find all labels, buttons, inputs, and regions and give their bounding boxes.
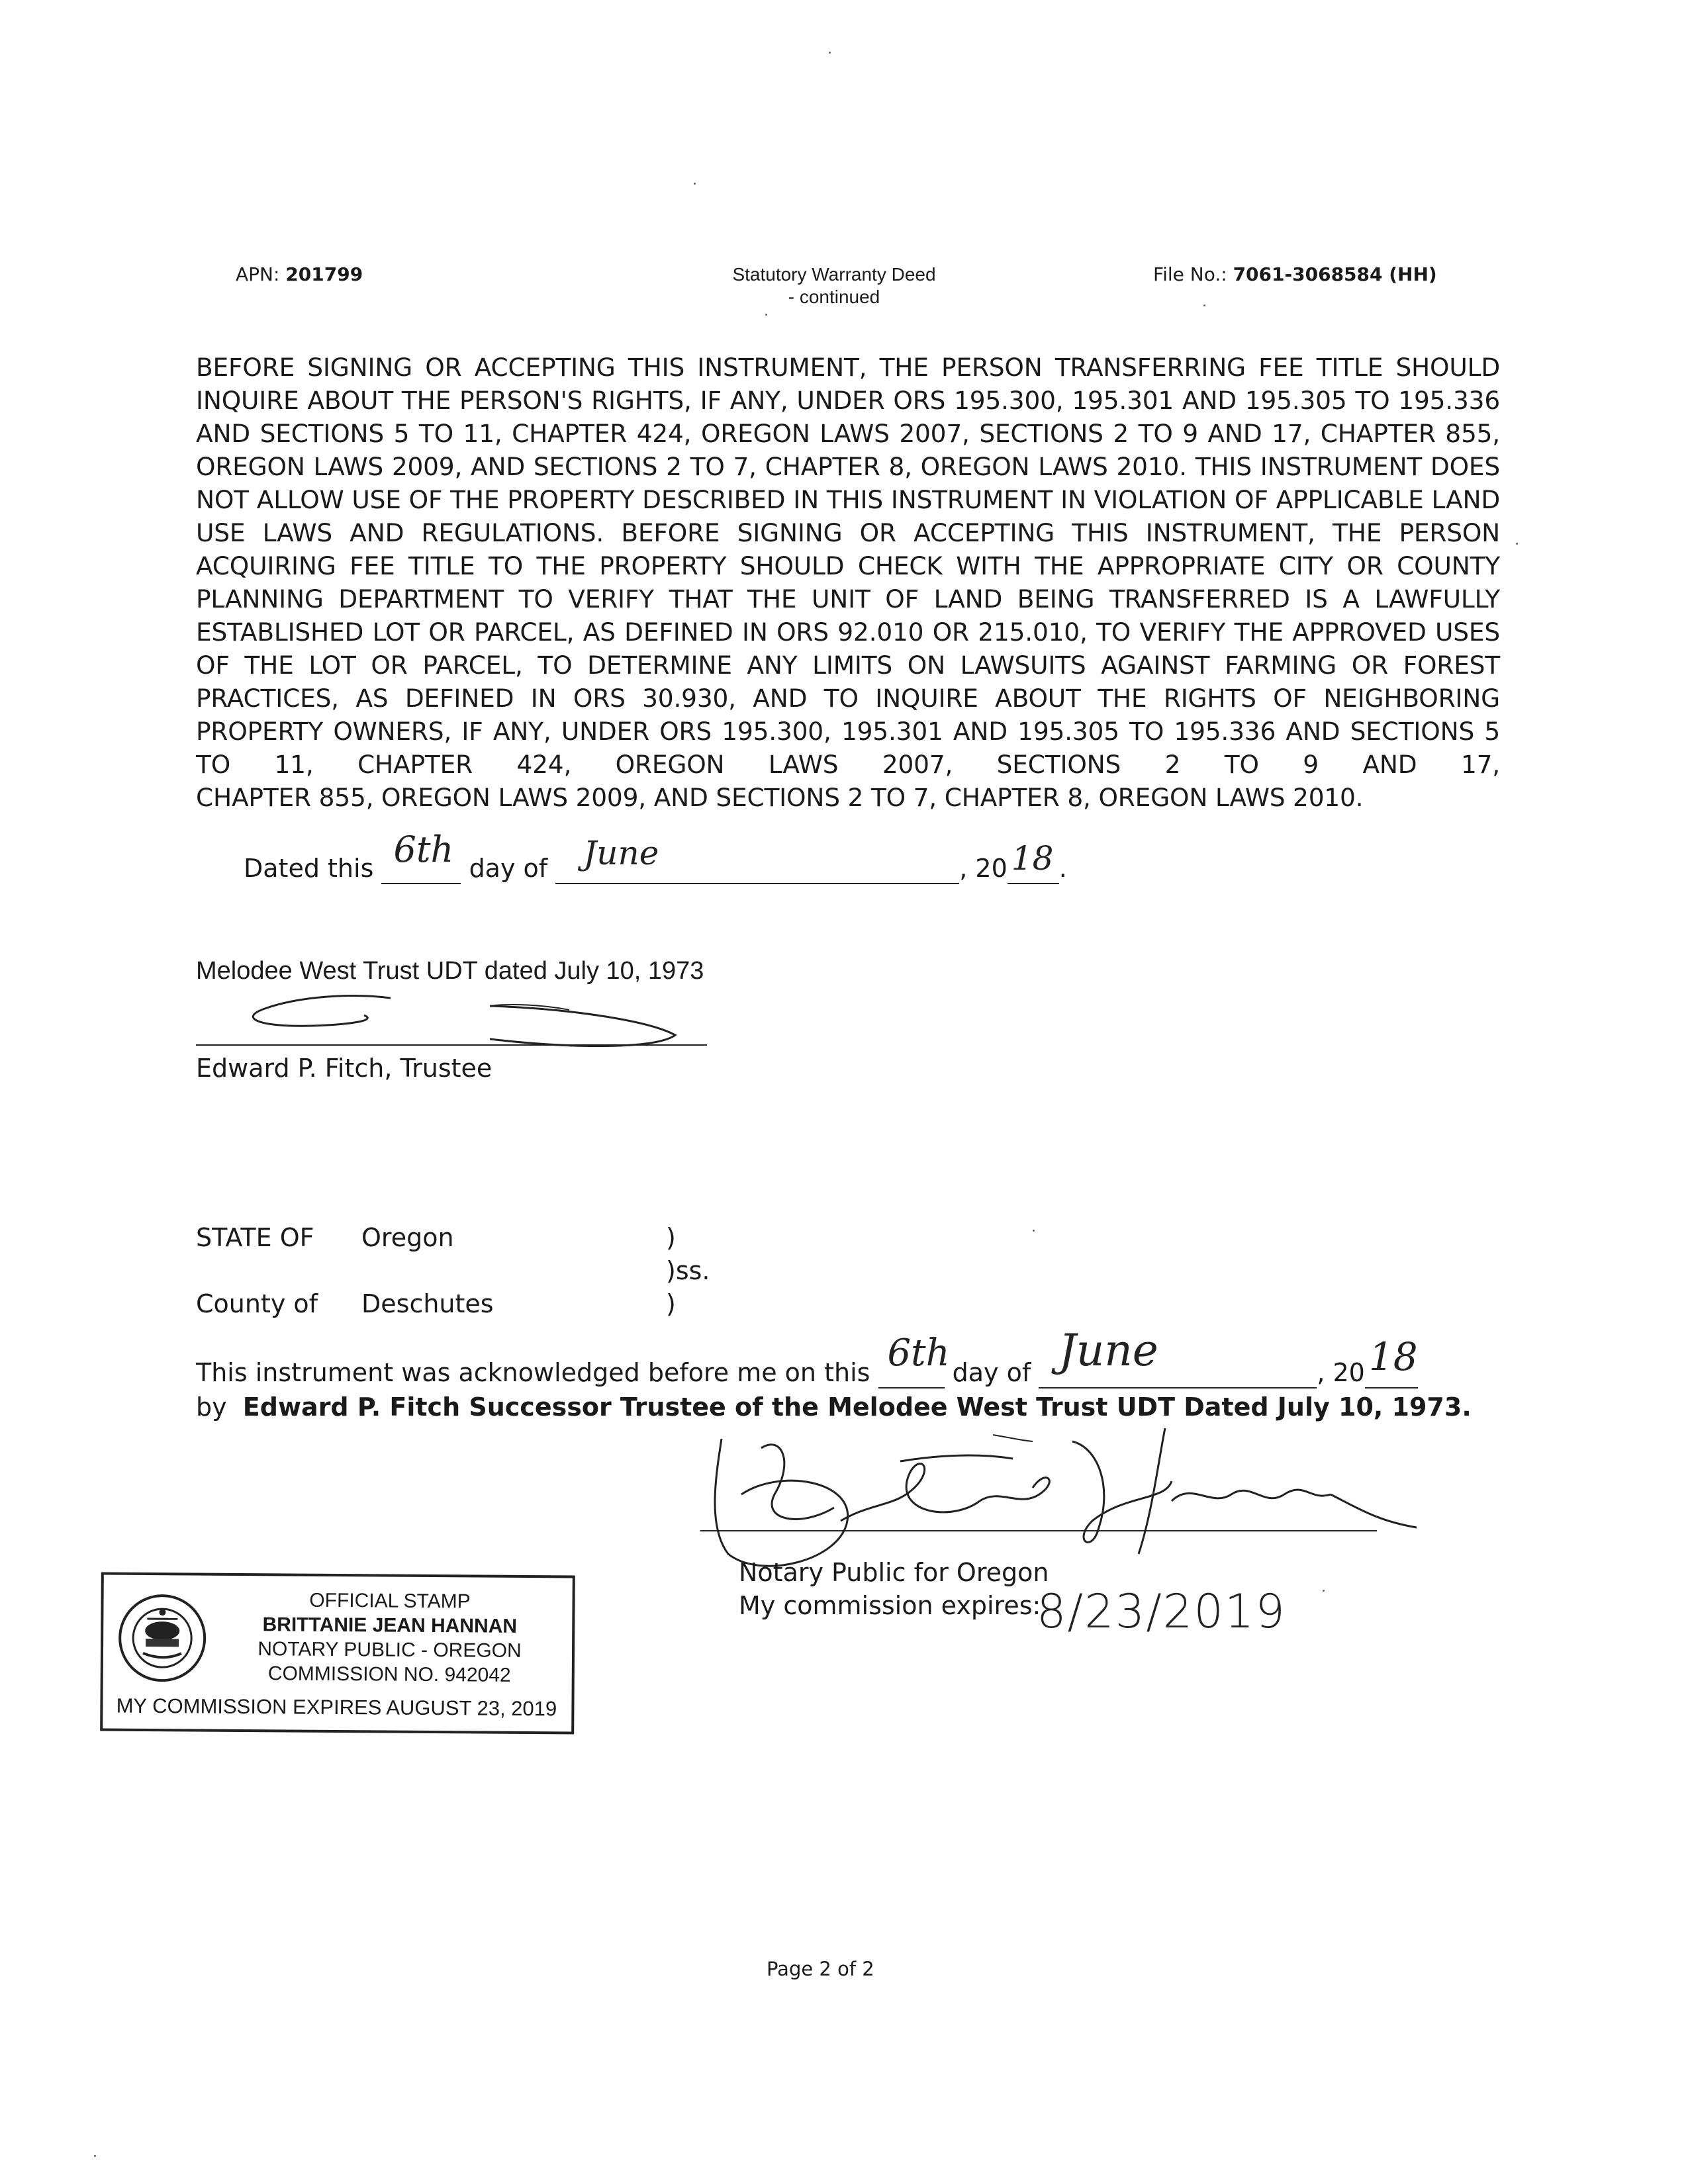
acknowledged-by — [196, 1392, 1472, 1422]
venue-bracket-2: ) — [666, 1289, 676, 1318]
dated-month-blank — [555, 834, 959, 884]
ack-month-handwritten: June — [1058, 1325, 1158, 1376]
stamp-text — [212, 1588, 567, 1688]
ack-month-blank — [1039, 1325, 1317, 1388]
stamp-line-1: OFFICIAL STAMP — [309, 1589, 471, 1613]
apn-value: 201799 — [285, 263, 363, 285]
notary-expires-handwritten: 8/23/2019 — [1037, 1584, 1286, 1639]
dated-day-handwritten: 6th — [393, 829, 454, 870]
scan-speck — [765, 314, 767, 316]
file-label: File No.: — [1153, 263, 1227, 285]
oregon-seal-icon — [117, 1592, 209, 1684]
dated-day-blank — [381, 829, 461, 884]
ack-day-handwritten: 6th — [887, 1332, 950, 1375]
file-value: 7061-3068584 (HH) — [1233, 263, 1437, 285]
deed-title: Statutory Warranty Deed — [732, 264, 936, 285]
scan-speck — [94, 2155, 96, 2157]
notary-signature — [702, 1422, 1430, 1580]
state-value: Oregon — [361, 1223, 454, 1252]
land-use-warning — [196, 351, 1500, 814]
county-label: County of — [196, 1289, 318, 1318]
ack-day-blank — [878, 1332, 950, 1388]
ack-by-label: by — [196, 1392, 227, 1422]
venue-bracket-ss: )ss. — [666, 1256, 710, 1285]
ack-year-blank — [1365, 1334, 1418, 1388]
scan-speck — [694, 183, 696, 185]
state-label: STATE OF — [196, 1223, 314, 1252]
trustee-name: Edward P. Fitch, Trustee — [196, 1054, 492, 1083]
dated-year-blank — [1008, 839, 1059, 884]
dated-year-prefix: , 20 — [959, 854, 1008, 883]
ack-year-handwritten: 18 — [1368, 1334, 1418, 1379]
apn-label: APN: — [236, 263, 280, 285]
ack-year-prefix: , 20 — [1317, 1358, 1365, 1387]
notary-expires-label: My commission expires: — [739, 1591, 1041, 1620]
dated-line — [244, 829, 1067, 884]
ack-by-end: . — [1462, 1392, 1472, 1422]
dated-month-handwritten: June — [583, 834, 659, 872]
trustee-signature-line — [196, 1044, 707, 1046]
dated-prefix: Dated this — [244, 854, 374, 883]
stamp-line-3: NOTARY PUBLIC - OREGON — [258, 1638, 522, 1662]
venue-bracket-1: ) — [666, 1223, 676, 1252]
apn — [236, 263, 363, 285]
official-stamp — [100, 1572, 575, 1735]
scan-speck — [1323, 1590, 1325, 1592]
dated-day-of: day of — [469, 854, 548, 883]
scan-speck — [1203, 304, 1205, 306]
trust-name: Melodee West Trust UDT dated July 10, 1973 — [196, 957, 704, 985]
stamp-line-5: MY COMMISSION EXPIRES AUGUST 23, 2019 — [116, 1694, 557, 1721]
stamp-line-4: COMMISSION NO. 942042 — [267, 1662, 511, 1686]
deed-title-block — [728, 263, 940, 308]
scan-speck — [829, 52, 831, 54]
warning-last-line: CHAPTER 855, OREGON LAWS 2009, AND SECTIONS 2 TO 7, CHAPTER 8, OREGON LAWS 2010. — [196, 783, 1364, 812]
ack-day-of: day of — [952, 1358, 1031, 1387]
dated-year-handwritten: 18 — [1011, 839, 1054, 878]
scan-speck — [1033, 1230, 1035, 1232]
ack-prefix: This instrument was acknowledged before me on this — [196, 1358, 870, 1387]
notary-title: Notary Public for Oregon — [739, 1558, 1049, 1587]
county-value: Deschutes — [361, 1289, 494, 1318]
file-number — [1153, 263, 1437, 285]
stamp-line-2: BRITTANIE JEAN HANNAN — [262, 1614, 518, 1637]
acknowledgment-line — [196, 1325, 1418, 1388]
deed-subtitle: - continued — [788, 287, 880, 307]
notary-signature-line — [700, 1530, 1377, 1531]
ack-by-text: Edward P. Fitch Successor Trustee of the Melodee West Trust UDT Dated July 10, 1973 — [242, 1392, 1462, 1422]
page-number: Page 2 of 2 — [767, 1958, 874, 1980]
dated-suffix: . — [1058, 854, 1067, 883]
scan-speck — [1516, 543, 1518, 545]
warning-body: BEFORE SIGNING OR ACCEPTING THIS INSTRUMENT, THE PERSON TRANSFERRING FEE TITLE SHOULD INQUIRE ABOUT THE PERSON'S RIGHTS, IF ANY, UNDER ORS 195.300, 195.301 AND 195.305 TO 195.336 AND SECTIONS 5 TO 11, CHAPTER 424, OREGON LAWS 2007, SECTIONS 2 TO 9 AND 17, CHAPTER 855, OREGON LAWS 2009, AND SECTIONS 2 TO 7, CHAPTER 8, OREGON LAWS 2010. THIS INSTRUMENT DOES NOT ALLOW USE OF THE PROPERTY DESCRIBED IN THIS INSTRUMENT IN VIOLATION OF APPLICABLE LAND USE LAWS AND REGULATIONS. BEFORE SIGNING OR ACCEPTING THIS INSTRUMENT, THE PERSON ACQUIRING FEE TITLE TO THE PROPERTY SHOULD CHECK WITH THE APPROPRIATE CITY OR COUNTY PLANNING DEPARTMENT TO VERIFY THAT THE UNIT OF LAND BEING TRANSFERRED IS A LAWFULLY ESTABLISHED LOT OR PARCEL, AS DEFINED IN ORS 92.010 OR 215.010, TO VERIFY THE APPROVED USES OF THE LOT OR PARCEL, TO DETERMINE ANY LIMITS ON LAWSUITS AGAINST FARMING OR FOREST PRACTICES, AS DEFINED IN ORS 30.930, AND TO INQUIRE ABOUT THE RIGHTS OF NEIGHBORING PROPERTY OWNERS, IF ANY, UNDER ORS 195.300, 195.301 AND 195.305 TO 195.336 AND SECTIONS 5 TO 11, CHAPTER 424, OREGON LAWS 2007, SECTIONS 2 TO 9 AND 17, — [196, 353, 1500, 779]
